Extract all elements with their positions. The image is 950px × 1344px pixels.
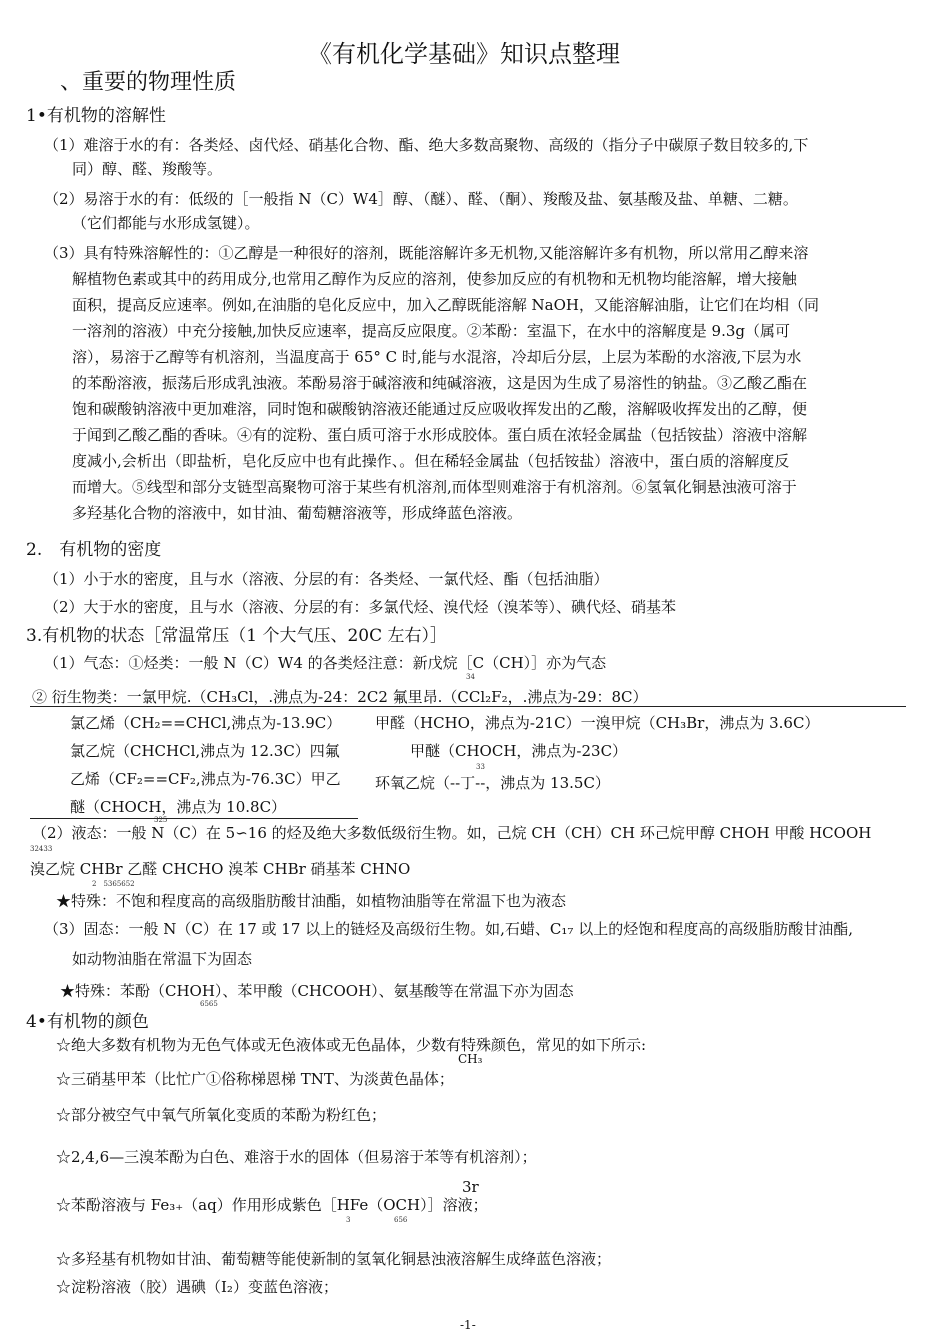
- state-solid-line: （3）固态：一般 N（C）在 17 或 17 以上的链烃及高级衍生物。如,石蜡、C₁₇ 以上的烃饱和程度高的高级脂肪酸甘油酯,: [44, 920, 853, 938]
- state-gas-line: （1）气态：①烃类：一般 N（C）W4 的各类烃注意：新戊烷［C（CH）］亦为气态: [44, 654, 607, 672]
- subscript-note: 325: [154, 816, 168, 824]
- page-title: 《有机化学基础》知识点整理: [308, 40, 620, 68]
- state-heading: 3.有机物的状态［常温常压（1 个大气压、20C 左右）］: [26, 626, 447, 646]
- subscript-note: 6565: [200, 1000, 218, 1008]
- density-line: （1）小于水的密度，且与水（溶液、分层的有：各类烃、一氯代烃、酯（包括油脂）: [44, 570, 609, 588]
- solubility-line: 一溶剂的溶液）中充分接触,加快反应速率，提高反应限度。②苯酚：室温下，在水中的溶解度是 9.3g（属可: [72, 322, 790, 340]
- solubility-line: （3）具有特殊溶解性的：①乙醇是一种很好的溶剂，既能溶解许多无机物,又能溶解许多有机物，所以常用乙醇来溶: [44, 244, 809, 262]
- subscript-note: 2 5365652: [92, 880, 135, 888]
- section-heading-physical-properties: 、重要的物理性质: [60, 70, 237, 95]
- solubility-line: 的苯酚溶液，振荡后形成乳浊液。苯酚易溶于碱溶液和纯碱溶液，这是因为生成了易溶性的钠盐。③乙酸乙酯在: [72, 374, 808, 392]
- solubility-heading: 1•有机物的溶解性: [26, 106, 166, 126]
- subscript-note: 34: [466, 673, 475, 681]
- derivative-left-line: 乙烯（CF₂==CF₂,沸点为-76.3C）甲乙: [70, 770, 341, 788]
- color-line: ☆多羟基有机物如甘油、葡萄糖等能使新制的氢氧化铜悬浊液溶解生成绛蓝色溶液；: [56, 1250, 612, 1268]
- page-number: -1-: [460, 1318, 476, 1332]
- color-heading: 4•有机物的颜色: [26, 1012, 149, 1032]
- solubility-line: 解植物色素或其中的药用成分,也常用乙醇作为反应的溶剂，使参加反应的有机物和无机物均能溶解，增大接触: [72, 270, 797, 288]
- state-liquid-line: 溴乙烷 CHBr 乙醛 CHCHO 溴苯 CHBr 硝基苯 CHNO: [30, 860, 411, 878]
- subscript-note: 656: [394, 1216, 408, 1224]
- color-line: ☆2,4,6—三溴苯酚为白色、难溶于水的固体（但易溶于苯等有机溶剂）；: [56, 1148, 537, 1166]
- state-solid-special: ★特殊：苯酚（CHOH）、苯甲酸（CHCOOH）、氨基酸等在常温下亦为固态: [60, 982, 574, 1000]
- subscript-note: 32433: [30, 845, 53, 853]
- solubility-line: 溶），易溶于乙醇等有机溶剂，当温度高于 65° C 时,能与水混溶，冷却后分层，上层为苯酚的水溶液,下层为水: [72, 348, 802, 366]
- solubility-line: 多羟基化合物的溶液中，如甘油、葡萄糖溶液等，形成绛蓝色溶液。: [72, 504, 523, 522]
- state-liquid-line: （2）液态：一般 N（C）在 5∽16 的烃及绝大多数低级衍生物。如，己烷 CH（CH）CH 环己烷甲醇 CHOH 甲酸 HCOOH: [32, 824, 872, 842]
- color-line: ☆绝大多数有机物为无色气体或无色液体或无色晶体，少数有特殊颜色，常见的如下所示:: [56, 1036, 647, 1054]
- derivative-left-line: 氯乙烯（CH₂==CHCl,沸点为-13.9C）: [70, 714, 342, 732]
- density-heading: 2. 有机物的密度: [26, 540, 162, 560]
- color-line: ☆苯酚溶液与 Fe₃₊（aq）作用形成紫色［HFe（OCH）］溶液；: [56, 1196, 488, 1214]
- solubility-line: 度减小,会析出（即盐析，皂化反应中也有此操作、。但在稀轻金属盐（包括铵盐）溶液中，蛋白质的溶解度反: [72, 452, 790, 470]
- solubility-line: 同）醇、醛、羧酸等。: [72, 160, 223, 178]
- state-derivative-line: ② 衍生物类：一氯甲烷.（CH₃Cl，.沸点为-24：2C2 氟里昂.（CCl₂F₂，.沸点为-29：8C）: [32, 688, 648, 706]
- solubility-line: （2）易溶于水的有：低级的［一般指 N（C）W4］醇、（醚）、醛、（酮）、羧酸及盐、氨基酸及盐、单糖、二糖。: [44, 190, 798, 208]
- color-line: ☆三硝基甲苯（比忙广①俗称梯恩梯 TNT、为淡黄色晶体；: [56, 1070, 454, 1088]
- subscript-note: 3: [346, 1216, 351, 1224]
- color-line: ☆淀粉溶液（胶）遇碘（I₂）变蓝色溶液；: [56, 1278, 338, 1296]
- subscript-note: 33: [476, 763, 485, 771]
- solubility-line: （它们都能与水形成氢键）。: [72, 214, 260, 232]
- density-line: （2）大于水的密度，且与水（溶液、分层的有：多氯代烃、溴代烃（溴苯等）、碘代烃、硝基苯: [44, 598, 677, 616]
- divider-line: [30, 706, 906, 707]
- derivative-left-line: 醚（CHOCH，沸点为 10.8C）: [70, 798, 287, 816]
- derivative-right-line: 甲醚（CHOCH，沸点为-23C）: [410, 742, 628, 760]
- derivative-right-line: 环氧乙烷（--丁--，沸点为 13.5C）: [375, 774, 610, 792]
- superscript-note: 3r: [462, 1178, 479, 1196]
- methyl-label: CH₃: [458, 1052, 483, 1066]
- solubility-line: 面积，提高反应速率。例如,在油脂的皂化反应中，加入乙醇既能溶解 NaOH，又能溶解油脂，让它们在均相（同: [72, 296, 819, 314]
- state-liquid-special: ★特殊：不饱和程度高的高级脂肪酸甘油酯，如植物油脂等在常温下也为液态: [56, 892, 567, 910]
- derivative-right-line: 甲醛（HCHO，沸点为-21C）一溴甲烷（CH₃Br，沸点为 3.6C）: [375, 714, 820, 732]
- solubility-line: 饱和碳酸钠溶液中更加难溶，同时饱和碳酸钠溶液还能通过反应吸收挥发出的乙酸，溶解吸收挥发出的乙醇，便: [72, 400, 808, 418]
- solubility-line: 而增大。⑤线型和部分支链型高聚物可溶于某些有机溶剂,而体型则难溶于有机溶剂。⑥氢氧化铜悬浊液可溶于: [72, 478, 797, 496]
- solubility-line: （1）难溶于水的有：各类烃、卤代烃、硝基化合物、酯、绝大多数高聚物、高级的（指分子中碳原子数目较多的,下: [44, 136, 809, 154]
- divider-line: [30, 818, 358, 819]
- state-solid-line: 如动物油脂在常温下为固态: [72, 950, 253, 968]
- solubility-line: 于闻到乙酸乙酯的香味。④有的淀粉、蛋白质可溶于水形成胶体。蛋白质在浓轻金属盐（包括铵盐）溶液中溶解: [72, 426, 808, 444]
- color-line: ☆部分被空气中氧气所氧化变质的苯酚为粉红色；: [56, 1106, 387, 1124]
- derivative-left-line: 氯乙烷（CHCHCl,沸点为 12.3C）四氟: [70, 742, 340, 760]
